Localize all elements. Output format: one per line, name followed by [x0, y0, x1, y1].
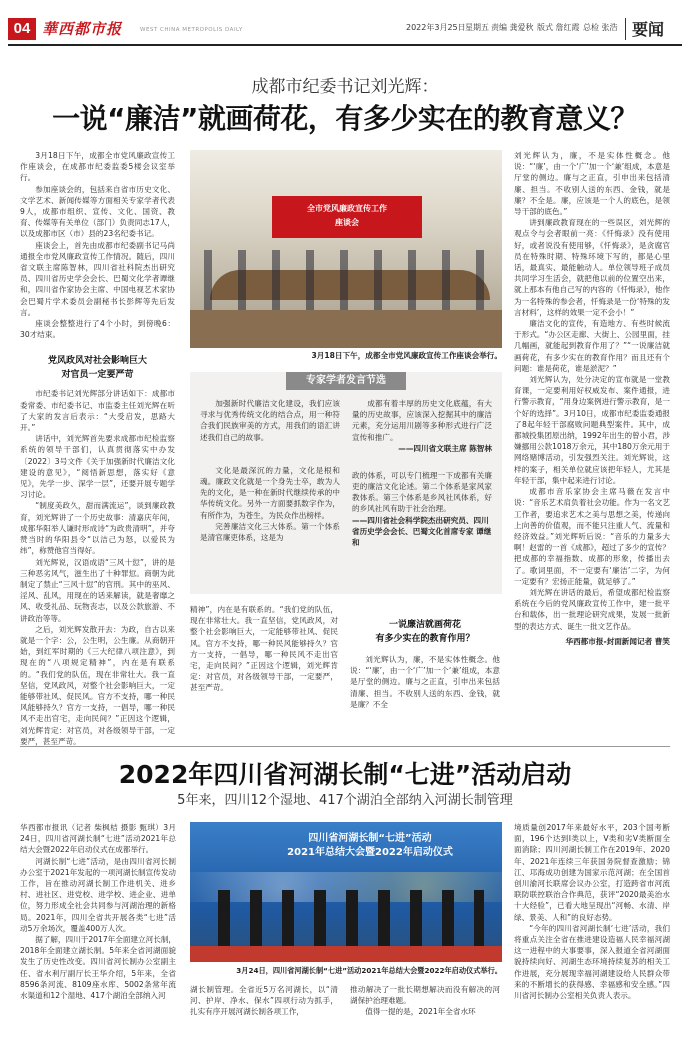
article2-column-4	[514, 822, 670, 1001]
paragraph: 座谈会上，首先由成都市纪委副书记马尚通报全市党风廉政宣传工作情况。随后，四川省文联主席陈智林，四川省社科院杰出研究员、四川省历史学会会长、巴蜀文化学者谭继和，四川省作家协会主席、中国电视艺术家协会巴蜀片学术委员会副秘书长彭辉等先后发言。	[20, 240, 175, 317]
issue-date: 2022年3月25日	[406, 23, 466, 32]
paragraph: 刘光辉认为，廉，不是实体性概念。他说：“‘廉’，由一个‘广’加一个‘兼’组成，本意是厅堂的侧边。廉与之正直，引申出来包括清廉、担当。不收别人送的东西、金钱，就是廉？不全	[350, 655, 500, 709]
article1-kicker: 成都市纪委书记刘光辉：	[251, 77, 439, 97]
expert-box-header: 专家学者发言节选	[286, 372, 406, 390]
paragraph: 刘光辉在讲话的最后，希望成都纪检监察系统在今后的党风廉政宣传工作中，建一批平台和载体，出一批理论研究成果，发展一批新型的表达方式、诞生一批文艺作品。	[514, 587, 670, 631]
paragraph: “今年的四川省河湖长制‘七进’活动，我们将重点关注全省在推进建设造福人民幸福河湖这一进程中的大事要事，深入报道全省河湖面貌持续向好、河湖生态环境持续复苏的相关工作进展，充分展现幸福河湖建设给人民群众带来的不断增长的获得感、幸福感和安全感。”四川省河长制办公室相关负责人表示。	[514, 923, 670, 1001]
paragraph: 参加座谈会的，包括来自省市历史文化、文学艺术、新闻传媒等方面相关专家学者代表9人，成都市组织、宣传、文化、国资、教育、传媒等有关单位（部门）负责同志17人，以及成都市区（市）县的23名纪委书记。	[20, 184, 175, 239]
paragraph: 刘光辉认为，处分决定的宣布就是一堂教育课，一定要利用好权威发布、案件通报，进行警示教育，“用身边案例进行警示教育，是一个好的选择”。3月10日，成都市纪委监委通报了8起年轻干部腐败问题典型案件。其中，成都城投集团原出纳，1992年出生的曾小君，涉嫌挪用公款1018万余元，其中180万余元用于网络赌博活动，引发强烈关注。刘光辉说，这样的案子，相关单位就应该把年轻人，尤其是年轻干部，集中起来进行讨论。	[514, 375, 671, 485]
paragraph: 3月18日下午，成都全市党风廉政宣传工作座谈会，在成都市纪委监委5楼会议室举行。	[20, 151, 175, 183]
article1-headline: 一说“廉洁”就画荷花，有多少实在的教育意义？	[52, 102, 638, 135]
paragraph: 刘光辉认为，廉，不是实体性概念。他说：“‘廉’，由一个‘广’加一个‘兼’组成，本意是厅堂的侧边。廉与之正直，引申出来包括清廉、担当。不收别人送的东西、金钱，就是廉？不全是。廉，应该是一个人的底色，是领导干部的底色。”	[514, 151, 670, 217]
paragraph: “制度美政久，甜而满流运”，谈到廉政教育，刘光辉讲了一个历史故事：清嘉庆年间，成都华阳举人谦时形成诗“为政贵清明”，并夸赞当时的华阳县令“以洁己为怒，以爱民为纬”，称赞他官当得好。	[20, 501, 175, 556]
paragraph: 座谈会整整进行了4个小时，到傍晚6：30才结束。	[20, 319, 175, 340]
section-divider	[625, 18, 626, 40]
paragraph: 成都市音乐家协会主席马薇在发言中说：“音乐艺术肩负着社会功能。作为一名文艺工作者，要追求艺术之美与思想之美，传递向上向善的价值观，而不能只注重人气、流量和经济效益。”刘光辉听后说：“音乐的力量多大啊！赵雷的一首《成都》，超过了多少的宣传？把成都的幸福指数、成都的形象，传播出去了。歌词里面，不一定要有‘廉洁’二字，为何一定要有？宏扬正能量，就足够了。”	[514, 487, 670, 586]
byline: 华西都市报-封面新闻记者 曹笑	[565, 636, 670, 646]
paragraph: 之后，刘光辉发散开去：为政，自古以来就是一个字：公，公生明，公生廉。从商朝开始，到红军时期的《三大纪律八项注意》，到现在的“八项规定精神”，内在是有联系的。“我们党的队伍，现在非常壮大。我一直坚信，党风政风，对整个社会影响巨大，一定能够带社风、促民风。官方不支持，哪一种民风能够持久？官方一支持，一倡导，哪一种民风不走出官宅，走向民间？”正因这个逻辑，刘光辉肯定：对官员，对各级领导干部，一定要严，甚至严苛。	[20, 624, 175, 746]
expert-attribution: ——四川省文联主席 陈智林	[398, 443, 492, 453]
paragraph: 完善廉洁文化三大体系。第一个体系是清官廉吏体系，这是为	[200, 521, 340, 543]
paragraph: 河湖长制“七进”活动，是由四川省河长制办公室于2021年发起的一项河湖长制宣传发动工作，旨在推动河湖长制工作进机关、进乡村、进社区、进党校、进学校、进企业、进单位，努力形成全社会共同参与河湖治理的新格局。2021年，四川全省共开展各类“七进”活动5万余场次，覆盖400万人次。	[20, 856, 177, 933]
expert-col-left	[200, 398, 340, 543]
article2-column-1	[20, 822, 176, 1020]
expert-attribution: ——四川省社会科学院杰出研究员、四川省历史学会会长、巴蜀文化首席专家 谭继和	[352, 515, 492, 547]
paragraph: 精神”，内在是有联系的。“我们党的队伍，现在非常壮大。我一直坚信，党风政风，对整个社会影响巨大，一定能够带社风、促民风。官方不支持，哪一种民风能够持久？官方一支持，一倡导，哪一种民风不走出官宅，走向民间？”正因这个逻辑，刘光辉肯定：对官员，对各级领导干部，一定要严，甚至严苛。	[190, 605, 338, 693]
officials-row	[208, 890, 484, 950]
subheading: 一说廉洁就画荷花 有多少实在的教育作用？	[375, 620, 475, 644]
article2-subhead: 5年来，四川12个湿地、417个湖泊全部纳入河湖长制管理	[177, 793, 513, 808]
photo2-caption: 3月24日，四川省河湖长制“七进”活动2021年总结大会暨2022年启动仪式举行。	[236, 966, 502, 975]
paragraph: 政的体系，可以专门梳理一下成都有关廉吏的廉洁文化论述。第二个体系是家风家教体系。第三个体系是乡风社风体系，好的乡风社风有助于社会治理。	[352, 470, 492, 514]
page-number: 04	[8, 18, 36, 40]
article1-column-2-bottom	[190, 604, 338, 694]
article1-column-1	[20, 150, 175, 746]
ceremony-backdrop-title: 四川省河湖长制“七进”活动 2021年总结大会暨2022年启动仪式	[287, 833, 453, 858]
meeting-banner: 全市党风廉政宣传工作 座谈会	[272, 196, 422, 238]
article-separator	[20, 746, 670, 747]
section-name: 要闻	[632, 20, 665, 39]
paragraph: 讲话中，刘光辉首先要求成都市纪检监察系统的领导干部们，认真贯彻落实中办发〔2022〕3号文件《关于加强新时代廉洁文化建设的意见》，“阅悟新思想，落实好《意见》，先学一步、深学一层”，还要开展专题学习讨论。	[20, 434, 175, 500]
paragraph: 刘光辉说，汉语成语“三风十愆”，讲的是三种恶劣风气，滋生出了十种罪愆。商朝为此制定了禁止“三风十愆”的官刑。其中的巫风、淫风、乱风，用现在的话来解读，就是奢靡之风、收受礼品、玩物丧志，以及公款旅游、不讲政治等等。	[20, 557, 175, 623]
expert-col-right	[352, 398, 492, 548]
checker-credit: 总检 张浩	[583, 23, 618, 32]
header-rule	[8, 44, 682, 46]
paragraph: 廉洁文化的宣传，有造地方、有些时候流于形式。“办公区走廊、大街上、公园里面，挂几幅画，就能起到教育作用了？”“一说廉洁就画荷花，有多少实在的教育作用？而且还有个问题：谁是荷花，谁是淤泥？”	[514, 319, 670, 373]
photo1-caption: 3月18日下午，成都全市党风廉政宣传工作座谈会举行。	[311, 351, 502, 360]
paragraph: 文化是最深沉的力量，文化是根和魂。廉政文化就是一个身先士卒，敢为人先的文化，是一种在新时代继续传承的中华传统文化。另外一方面要抓数字作为，有所作为，为苍生，为民众作出榜样。	[200, 465, 340, 520]
paragraph: 境质量创2017年来最好水平，203个国考断面，196个达到Ⅰ类以上，Ⅴ类和劣Ⅴ类断面全面消除；四川河湖长制工作在2019年、2020年、2021年连续三年获国务院督查激励；锦江、邛海成功创建为国家示范河湖；在全国首创川渝河长联席会议办公室，打造跨省市河流联防联控联治合作典范，获评“2020最美治水十大经验”，已看大地呈现出“河畅、水清、岸绿、景美、人和”的良好态势。	[514, 823, 670, 922]
paragraph: 华西都市报讯（记者 柴枫桔 摄影 甄琪）3月24日，四川省河湖长制“七进”活动2021年总结大会暨2022年启动仪式在成都举行。	[20, 823, 176, 855]
stage-floor	[190, 946, 502, 962]
article2-column-2	[190, 984, 338, 1018]
floor	[190, 310, 502, 348]
newspaper-logo-en: WEST CHINA METROPOLIS DAILY	[140, 27, 243, 33]
paragraph: 值得一提的是，2021年全省水环	[365, 1007, 476, 1017]
subheading: 党风政风对社会影响巨大 对官员一定要严苛	[47, 356, 147, 381]
expert-quote-box	[190, 372, 502, 594]
paragraph: 推动解决了一批长期想解决而没有解决的河湖保护治理难题。	[350, 985, 500, 1006]
article2-column-3	[350, 984, 500, 1018]
issue-weekday: 星期五	[465, 23, 489, 32]
article2-headline: 2022年四川省河湖长制“七进”活动启动	[118, 760, 572, 789]
meeting-photo	[190, 150, 502, 348]
paragraph: 据了解，四川于2017年全面建立河长制，2018年全面建立湖长制。5年来全省河湖面貌发生了历史性改变。四川省河长制办公室副主任、省水利厅副厅长王华介绍，5年来，全省8596条河流、8109座水库、5002条常年流水渠道和12个湿地、417个湖泊全部纳入河	[20, 935, 177, 1001]
paragraph: 加强新时代廉洁文化建设，我们应该寻求与优秀传统文化的结合点，用一种符合我们民族审美的方式，用我们的语汇讲述我们自己的故事。	[200, 399, 340, 442]
page-header	[0, 0, 690, 44]
newspaper-logo: 華西都市报	[42, 20, 123, 38]
editor-credit: 责编 龚爱秋	[491, 23, 534, 32]
paragraph: 成都有着丰厚的历史文化底蕴，有大量的历史故事，应该深入挖掘其中的廉洁元素，充分运用川剧等多种形式进行广泛宣传和推广。	[352, 399, 492, 442]
article1-column-4	[514, 150, 670, 647]
ceremony-photo	[190, 822, 502, 962]
article1-column-3-bottom	[350, 618, 500, 710]
layout-credit: 版式 詹红霞	[537, 23, 580, 32]
paragraph: 市纪委书记刘光辉部分讲话如下：成都市委常委、市纪委书记、市监委主任刘光辉在听了大家的发言后表示：“大受启发，思路大开。”	[20, 389, 175, 433]
paragraph: 湖长制管理。全省近5万名河湖长，以“清河、护岸、净水、保水”四项行动为抓手，扎实有序开展河湖长制各项工作，	[190, 985, 338, 1017]
paragraph: 讲到廉政教育现在的一些误区，刘光辉的观点令与会者眼前一亮：《忏悔录》没有使用好，或者说没有使用够，《忏悔录》，是贪腐官员在特殊时期、特殊环境下写的，都是心里话，最真实、最能触动人。单位领导班子成员共同学习生活会，就把他以前的位置空出来，就上那本有他自己写的内容的《忏悔录》，他作为一名特殊的参会者，忏悔录是一份‘特殊的发言材料’，这样的效果一定不会小！”	[514, 218, 670, 317]
